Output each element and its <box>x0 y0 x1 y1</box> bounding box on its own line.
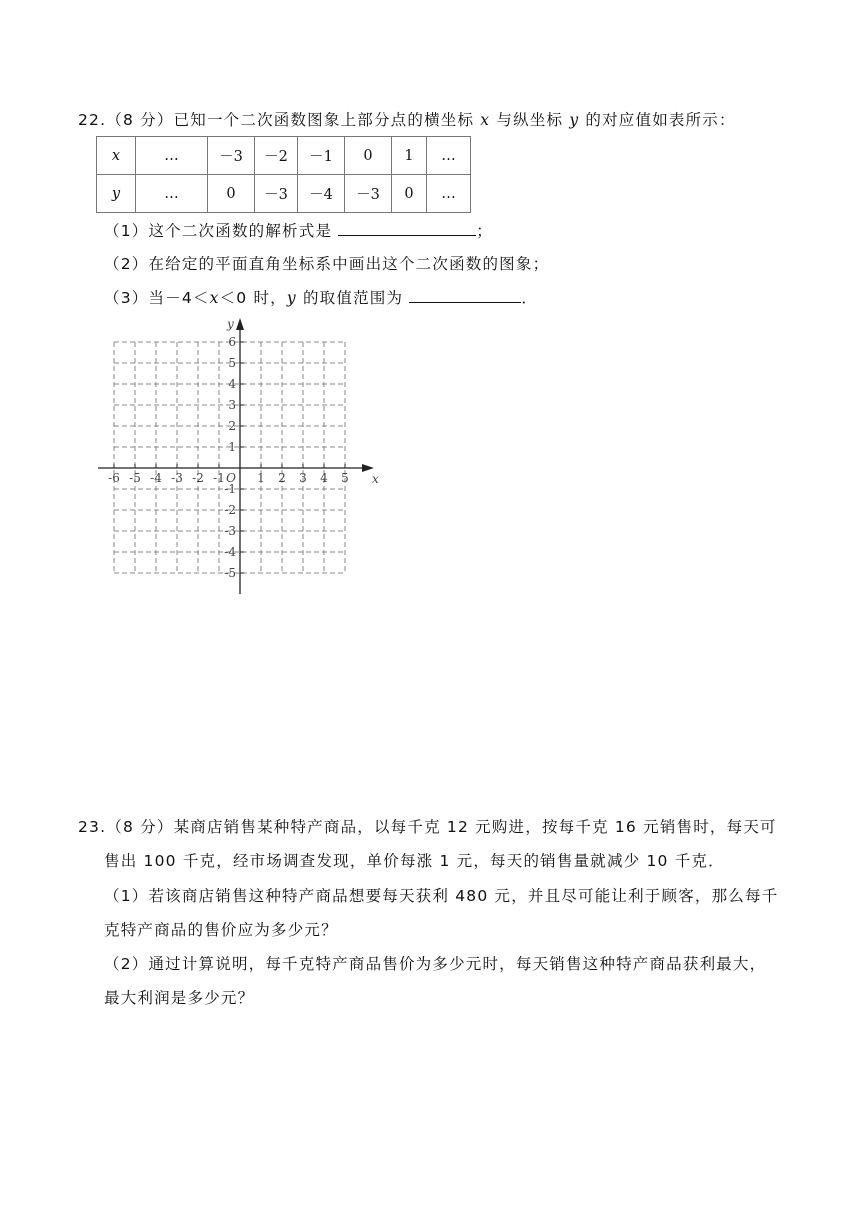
x-tick-label: 2 <box>278 471 286 485</box>
x-axis-arrow <box>362 464 374 472</box>
q22-part3-var-y: y <box>286 289 297 307</box>
table-header-y: y <box>97 175 136 213</box>
y-tick-label: -5 <box>224 566 236 580</box>
q23-line1-text: 某商店销售某种特产商品，以每千克 12 元购进，按每千克 16 元销售时，每天可 <box>173 818 777 836</box>
table-cell: －4 <box>298 175 345 213</box>
q22-part2-text: （2）在给定的平面直角坐标系中画出这个二次函数的图象； <box>104 255 550 273</box>
q22-var-y: y <box>569 111 580 129</box>
q22-score: （8 分） <box>106 111 174 129</box>
x-tick-label: -2 <box>192 471 204 485</box>
q23-line2-text: 售出 100 千克，经市场调查发现，单价每涨 1 元，每天的销售量就减少 10 千克． <box>104 852 725 870</box>
x-tick-label: -5 <box>129 471 141 485</box>
x-axis-label: x <box>372 472 379 486</box>
x-tick-label: 4 <box>320 471 328 485</box>
table-cell: －3 <box>255 175 298 213</box>
q22-stem-text-b: 与纵坐标 <box>490 111 570 129</box>
q22-part1-end: ； <box>476 222 493 240</box>
table-cell: 0 <box>392 175 427 213</box>
x-tick-label: -3 <box>171 471 183 485</box>
q22-number: 22. <box>78 111 107 129</box>
q23-part1-line2 <box>104 918 338 940</box>
q22-part3-var-x: x <box>209 289 220 307</box>
y-tick-label: 2 <box>228 419 236 433</box>
q22-part3-text-b: ＜0 时， <box>219 289 287 307</box>
q23-part2-line1 <box>104 952 766 974</box>
x-tick-label: 3 <box>299 471 307 485</box>
table-cell: －3 <box>345 175 392 213</box>
table-cell: … <box>136 175 208 213</box>
q23-number: 23. <box>78 818 107 836</box>
table-cell: … <box>427 175 471 213</box>
q23-part2-text-2: 最大利润是多少元？ <box>104 989 255 1007</box>
x-tick-label: -1 <box>213 471 225 485</box>
y-axis-label: y <box>227 317 234 331</box>
y-tick-label: 4 <box>228 377 236 391</box>
table-cell: 1 <box>392 137 427 175</box>
y-tick-label: -4 <box>224 545 236 559</box>
q23-part2-text-1: （2）通过计算说明，每千克特产商品售价为多少元时，每天销售这种特产商品获利最大， <box>104 955 767 973</box>
q22-part3-text-c: 的取值范围为 <box>296 289 410 307</box>
q23-part1-text-2: 克特产商品的售价应为多少元？ <box>104 921 338 939</box>
table-cell: －2 <box>255 137 298 175</box>
table-cell: … <box>427 137 471 175</box>
q23-score: （8 分） <box>106 818 174 836</box>
y-tick-label: 1 <box>228 440 236 454</box>
q22-part1-text: （1）这个二次函数的解析式是 <box>104 222 339 240</box>
table-cell: 0 <box>208 175 255 213</box>
q22-var-x: x <box>480 111 491 129</box>
q23-line2 <box>104 849 725 871</box>
q23-part1-text-1: （1）若该商店销售这种特产商品想要每天获利 480 元，并且尽可能让利于顾客，那么每千 <box>104 887 779 905</box>
x-tick-label: 5 <box>341 471 349 485</box>
table-cell: … <box>136 137 208 175</box>
y-tick-label: 6 <box>228 335 236 349</box>
y-tick-label: 3 <box>228 398 236 412</box>
table-header-x: x <box>97 137 136 175</box>
y-tick-label: -1 <box>224 482 236 496</box>
y-tick-label: -2 <box>224 503 236 517</box>
x-tick-label: 1 <box>257 471 265 485</box>
q22-stem-text-a: 已知一个二次函数图象上部分点的横坐标 <box>173 111 481 129</box>
q23-line1 <box>78 815 777 837</box>
table-cell: －3 <box>208 137 255 175</box>
q23-part1-line1 <box>104 884 778 906</box>
q22-part3-text-a: （3）当－4＜ <box>104 289 210 307</box>
q22-part3-end: ． <box>521 289 539 307</box>
y-axis-arrow <box>236 318 244 330</box>
origin-label: O <box>226 471 236 485</box>
y-tick-label: 5 <box>228 356 236 370</box>
q22-stem-text-c: 的对应值如表所示： <box>579 111 736 129</box>
y-tick-label: -3 <box>224 524 236 538</box>
x-tick-label: -6 <box>108 471 120 485</box>
q23-part2-line2 <box>104 986 254 1008</box>
table-cell: －1 <box>298 137 345 175</box>
table-cell: 0 <box>345 137 392 175</box>
x-tick-label: -4 <box>150 471 162 485</box>
